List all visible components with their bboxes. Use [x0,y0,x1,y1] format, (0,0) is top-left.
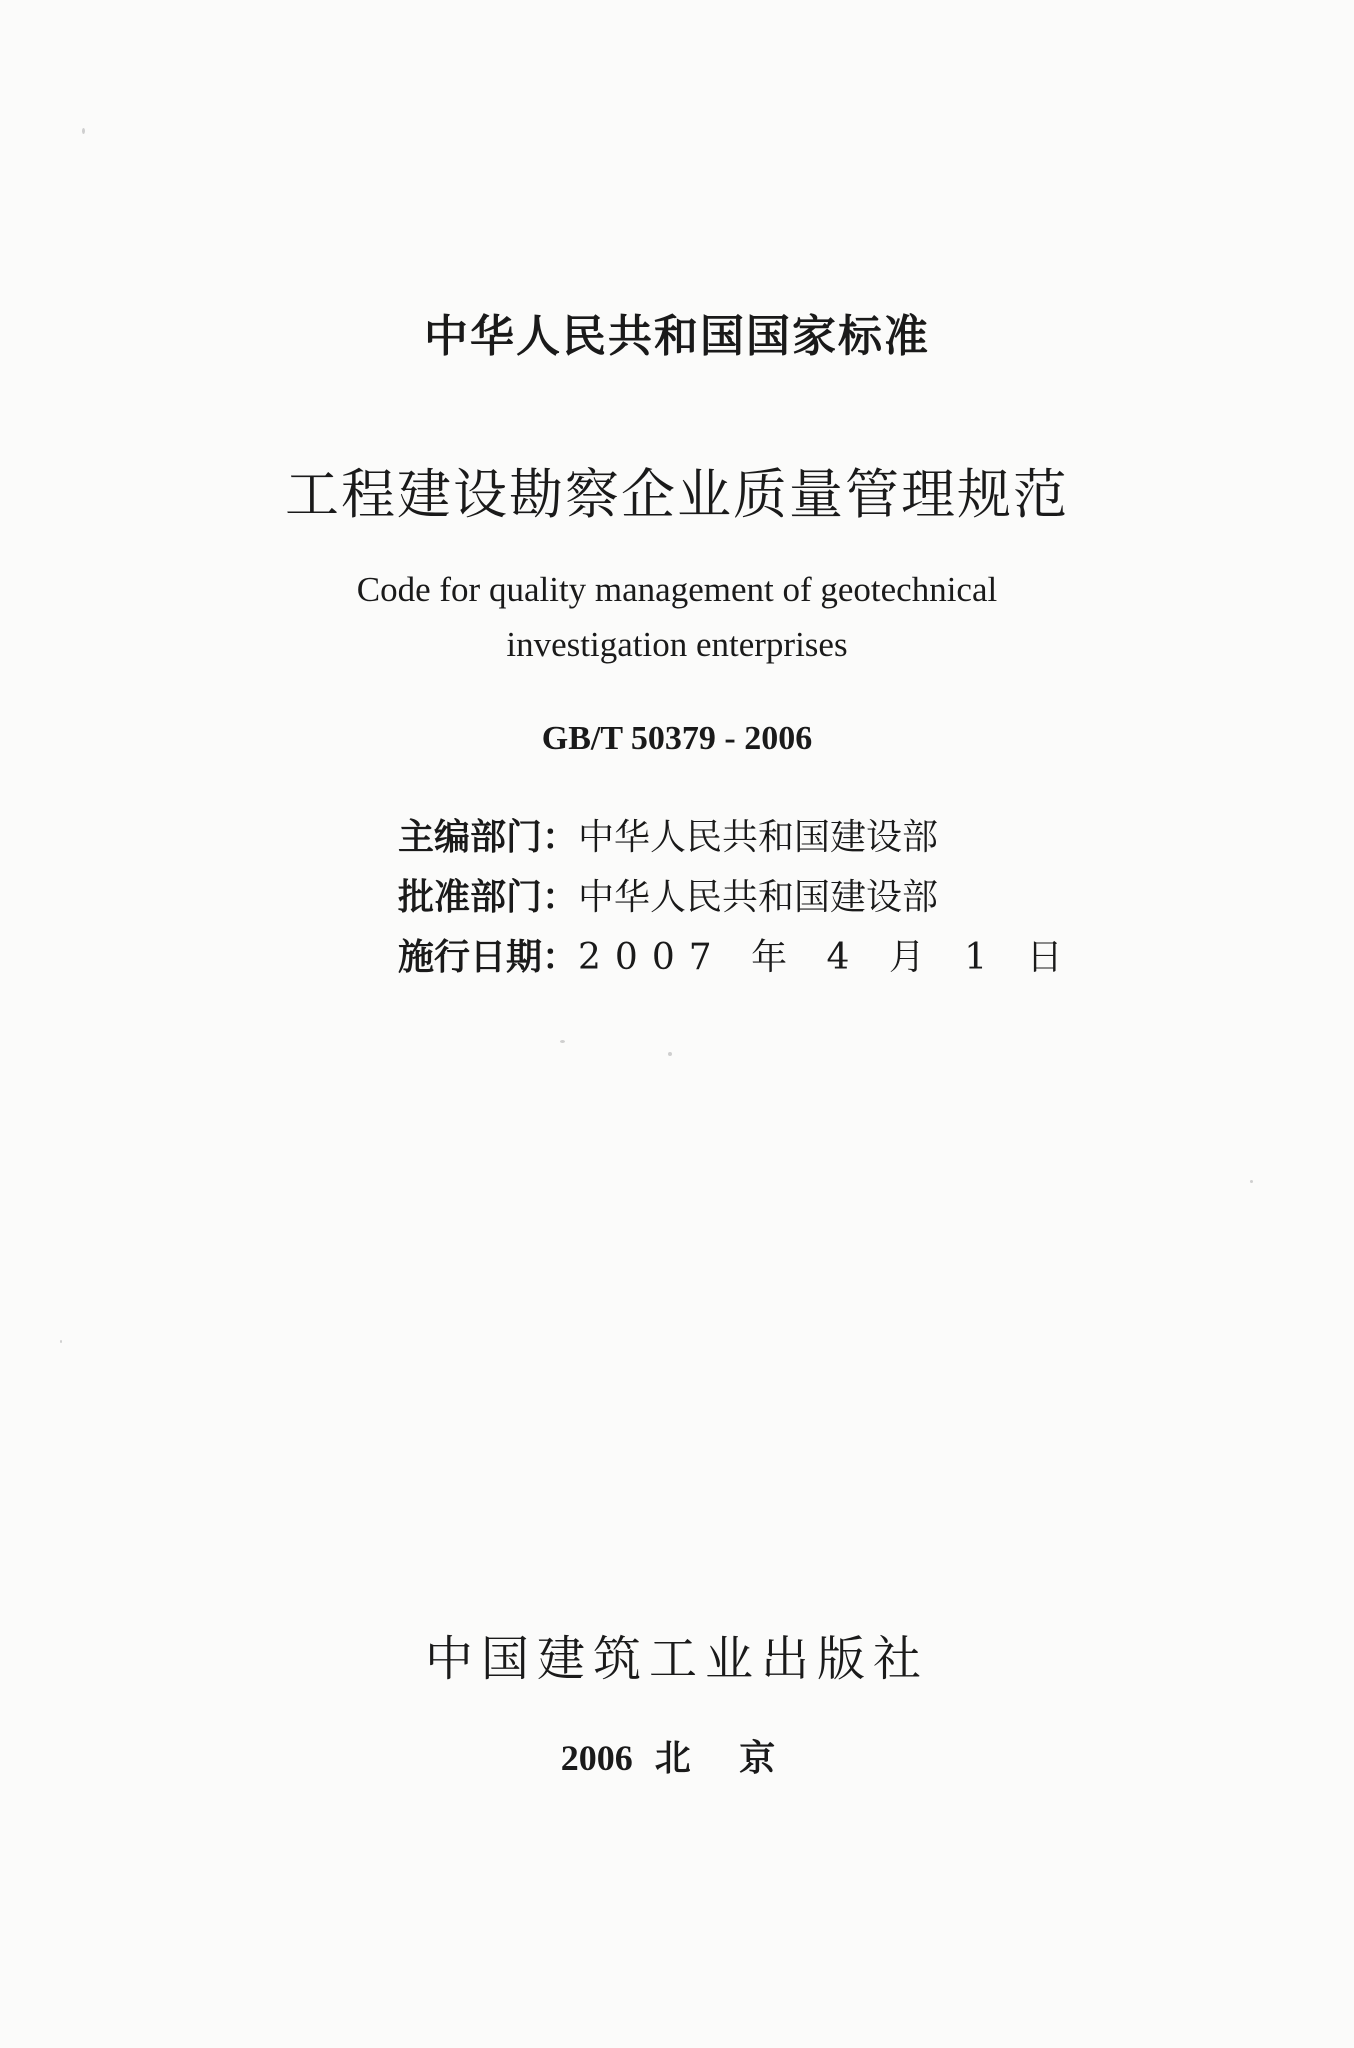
effective-date-value: 2007 年 4 月 1 日 [578,937,1077,978]
approver-row [398,868,1077,928]
title-chinese: 工程建设勘察企业质量管理规范 [285,463,1069,526]
approver-value: 中华人民共和国建设部 [578,877,939,918]
title-english-line-2: investigation enterprises [506,625,848,664]
imprint-city: 北 京 [654,1738,794,1779]
effective-date-row [398,928,1077,988]
editor-row [398,808,1077,868]
scan-speck [560,1040,565,1043]
imprint-year: 2006 [560,1738,633,1778]
effective-date-label: 施行日期： [398,937,579,978]
scan-speck [668,1052,672,1056]
editor-value: 中华人民共和国建设部 [578,817,939,858]
editor-label: 主编部门： [398,817,579,858]
approver-label: 批准部门： [398,877,579,918]
scan-speck [1250,1180,1253,1183]
metadata-block [398,808,1077,988]
publisher: 中国建筑工业出版社 [424,1631,929,1687]
standard-series: 中华人民共和国国家标准 [424,311,930,362]
title-english [0,562,1354,672]
scan-speck [60,1340,62,1343]
scan-speck [82,128,85,134]
imprint-line [0,1730,1354,1781]
title-english-line-1: Code for quality management of geotechnical [356,570,998,609]
standard-code: GB/T 50379 - 2006 [541,720,813,757]
